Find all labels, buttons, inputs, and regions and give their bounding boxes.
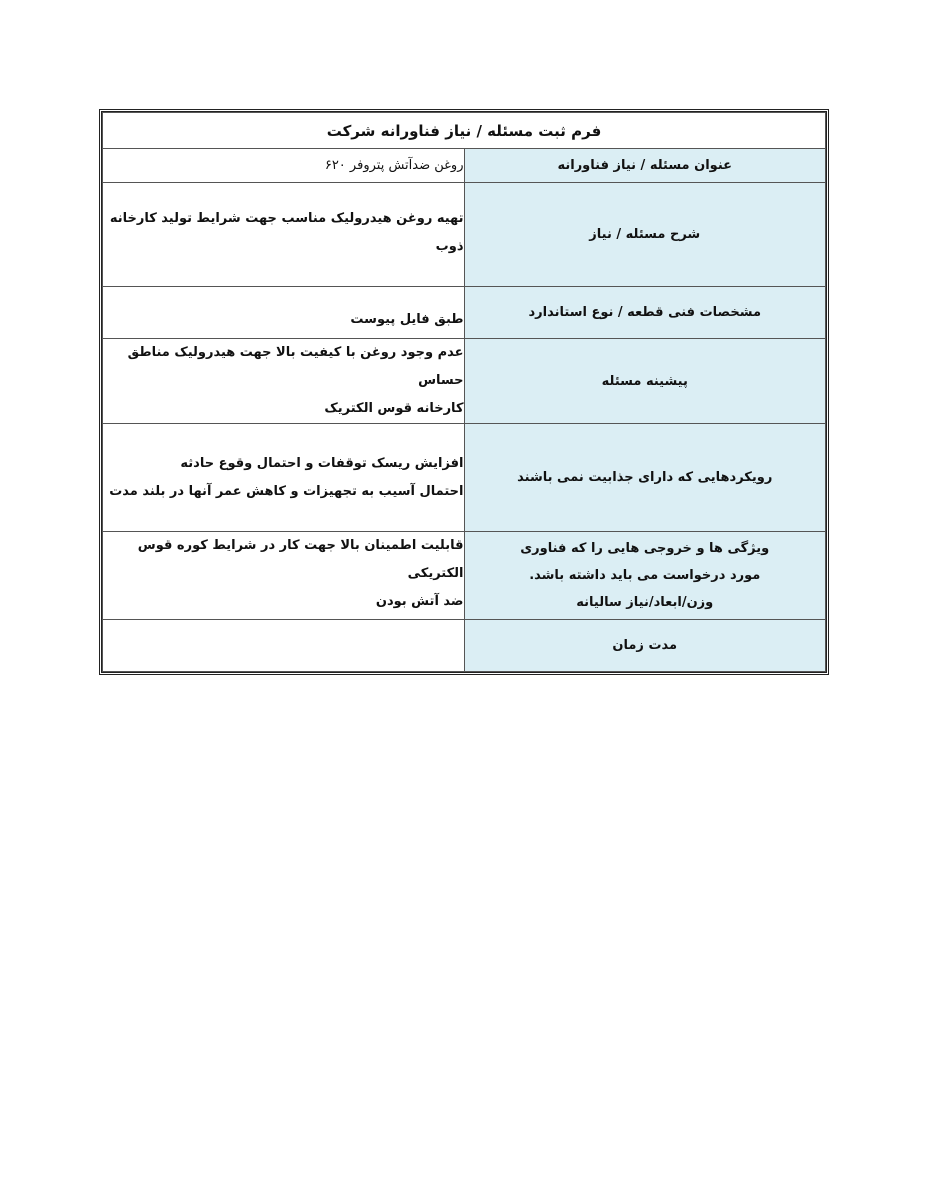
value-line: عدم وجود روغن با کیفیت بالا جهت هیدرولیک مناطق حساس [127,345,464,388]
label-problem-background: پیشینه مسئله [464,339,826,424]
label-line: وزن/ابعاد/نیاز سالیانه [576,595,714,610]
value-line: احتمال آسیب به تجهیزات و کاهش عمر آنها در بلند مدت [109,483,464,499]
table-row [103,620,826,672]
table-row [103,149,826,183]
value-unattractive-approaches [103,424,465,532]
value-line: کارخانه قوس الکتریک [324,401,464,416]
label-technical-specs: مشخصات فنی قطعه / نوع استاندارد [464,287,826,339]
label-line: مورد درخواست می باید داشته باشد. [529,568,761,583]
table-row [103,183,826,287]
table-row [103,424,826,532]
table-row [103,287,826,339]
value-duration [103,620,465,672]
value-problem-background [103,339,465,424]
value-problem-description [103,183,465,287]
form-title: فرم ثبت مسئله / نیاز فناورانه شرکت [103,113,826,149]
value-line: طبق فایل پیوست [350,312,464,327]
label-line: ویژگی ها و خروجی هایی را که فناوری [520,541,770,556]
form-title-row [103,113,826,149]
label-duration: مدت زمان [464,620,826,672]
value-required-features [103,532,465,620]
value-technical-specs [103,287,465,339]
table-row [103,532,826,620]
value-line: افزایش ریسک توقفات و احتمال وقوع حادثه [180,455,464,471]
label-problem-description: شرح مسئله / نیاز [464,183,826,287]
problem-registration-form [99,109,829,675]
table-row [103,339,826,424]
value-line: تهیه روغن هیدرولیک مناسب جهت شرایط تولید کارخانه ذوب [109,211,464,254]
value-line: ضد آتش بودن [375,594,464,609]
label-required-features [464,532,826,620]
form-table [102,112,826,672]
label-problem-title: عنوان مسئله / نیاز فناورانه [464,149,826,183]
label-unattractive-approaches: رویکردهایی که دارای جذابیت نمی باشند [464,424,826,532]
value-problem-title [103,149,465,183]
value-line: روغن ضدآتش پتروفر ۶۲۰ [324,157,464,173]
value-line: قابلیت اطمینان بالا جهت کار در شرایط کوره قوس الکتریکی [137,538,464,581]
